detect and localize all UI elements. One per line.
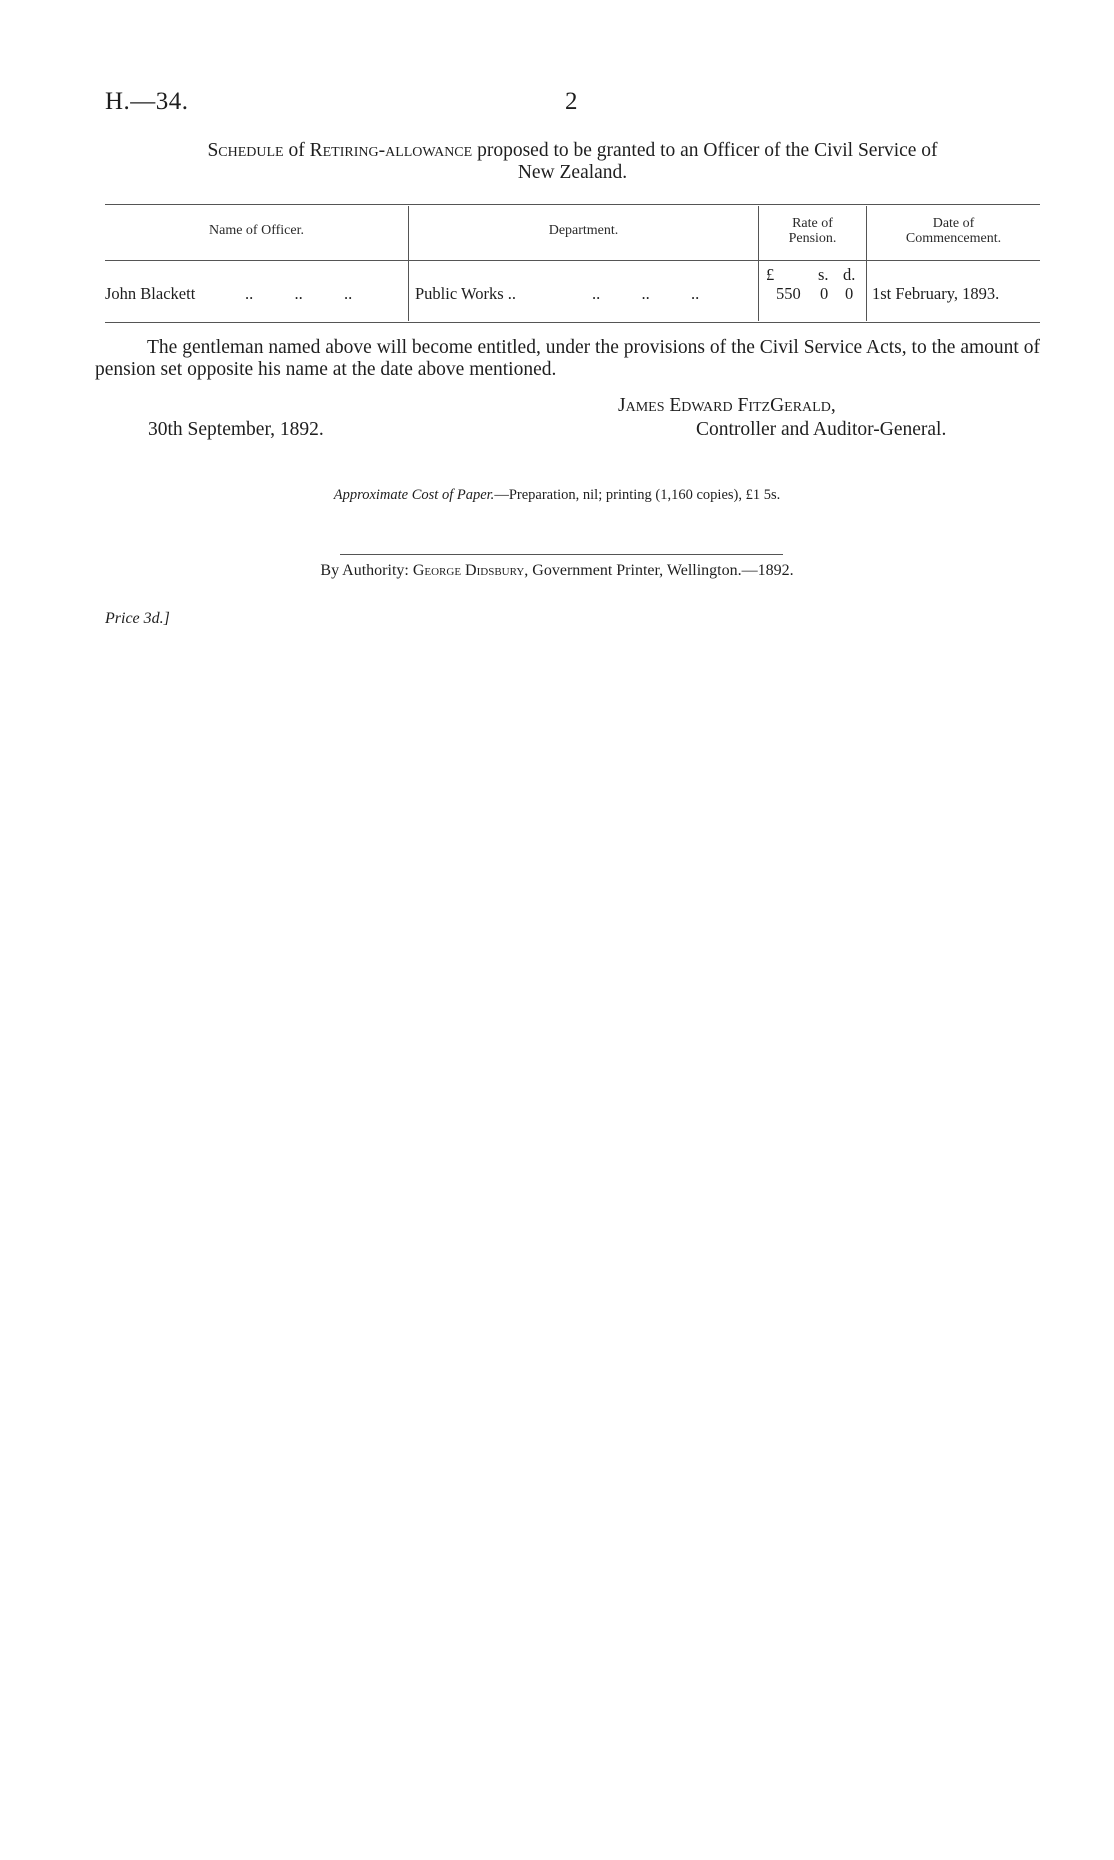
schedule-title (105, 140, 1040, 184)
signature-date: 30th September, 1892. (148, 419, 324, 440)
table-header-rule (105, 260, 1040, 261)
authority-line (0, 562, 1114, 580)
cost-text: —Preparation, nil; printing (1,160 copies), £1 5s. (494, 487, 781, 503)
printer-name: George Didsbury (412, 562, 525, 579)
header-rate-of-pension (759, 216, 866, 246)
unit-shillings: s. (818, 265, 829, 284)
body-paragraph (95, 337, 1040, 381)
page-number: 2 (565, 88, 578, 115)
signatory-title: Controller and Auditor-General. (696, 419, 947, 440)
header-date-line2: Commencement. (905, 231, 1002, 246)
header-department: Department. (548, 223, 619, 238)
header-rate-line2: Pension. (788, 231, 837, 246)
title-retiring-allowance: Retiring-allowance (309, 140, 473, 161)
header-date-line1: Date of (932, 216, 975, 231)
department-value: Public Works .. (415, 284, 517, 303)
header-name-of-officer: Name of Officer. (209, 223, 304, 238)
authority-prefix: By Authority: (320, 562, 413, 579)
title-schedule: Schedule (207, 140, 284, 161)
table-top-rule (105, 204, 1040, 205)
paragraph-text: The gentleman named above will become entitled, under the provisions of the Civil Service Acts, to the amount of pension set opposite his name at the date above mentioned. (95, 337, 1040, 380)
authority-suffix: , Government Printer, Wellington.—1892. (524, 562, 794, 579)
price-note: Price 3d.] (105, 610, 170, 627)
pension-pence: 0 (845, 284, 854, 303)
table-bottom-rule (105, 322, 1040, 323)
signatory-name: James Edward FitzGerald, (618, 395, 836, 416)
name-dot-leaders: .. .. .. (245, 284, 353, 303)
commencement-date: 1st February, 1893. (872, 284, 1000, 303)
cost-label: Approximate Cost of Paper. (333, 487, 495, 503)
pension-pounds: 550 (776, 284, 801, 303)
title-line1-rest: proposed to be granted to an Officer of the Civil Service of (472, 140, 938, 161)
title-line2: New Zealand. (517, 162, 628, 183)
footer-rule (340, 554, 783, 555)
approximate-cost-line (0, 487, 1114, 504)
header-date-of-commencement (867, 216, 1040, 246)
unit-pounds: £ (766, 265, 775, 284)
pension-shillings: 0 (820, 284, 829, 303)
unit-pence: d. (843, 265, 856, 284)
header-rate-line1: Rate of (792, 216, 833, 231)
officer-name: John Blackett (105, 284, 196, 303)
title-of: of (283, 140, 310, 161)
department-dot-leaders: .. .. .. (592, 284, 700, 303)
document-reference: H.—34. (105, 88, 189, 115)
